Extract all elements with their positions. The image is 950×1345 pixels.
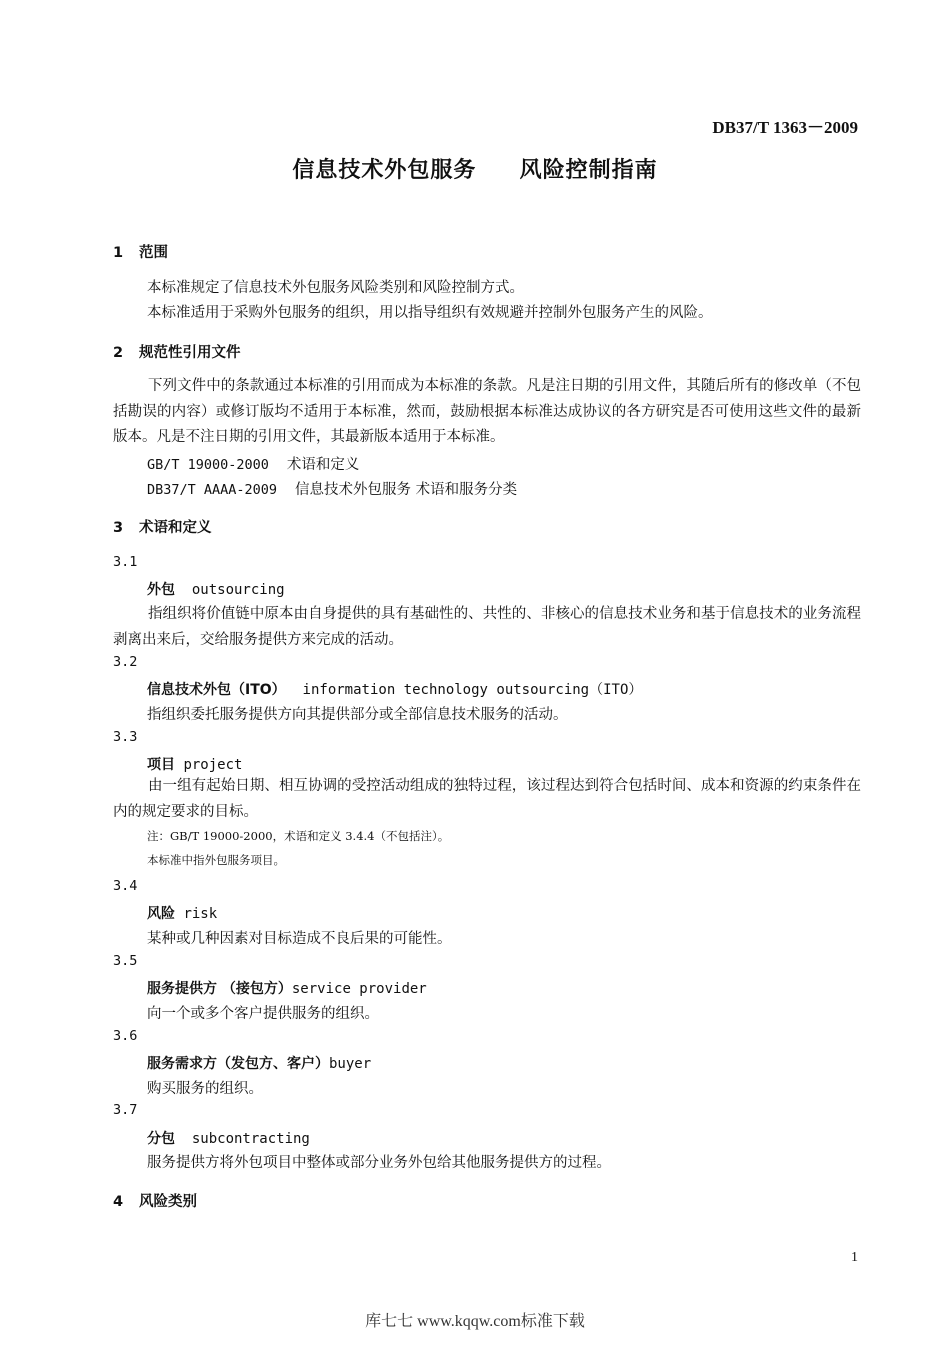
term-3-4-heading: [147, 903, 217, 923]
term-3-5-heading: [147, 978, 427, 998]
section-title: 风险类别: [139, 1194, 197, 1210]
term-3-2-number: 3.2: [113, 654, 138, 670]
footer-watermark-link[interactable]: 库七七 www.kqqw.com标准下载: [365, 1313, 585, 1330]
section-3-heading: [113, 516, 212, 537]
reference-code: DB37/T AAAA-2009: [147, 482, 278, 498]
reference-2: [147, 478, 517, 499]
reference-1: [147, 453, 359, 474]
term-zh: 分包: [147, 1131, 175, 1147]
term-3-6-number: 3.6: [113, 1028, 138, 1044]
section-title: 范围: [139, 245, 168, 261]
term-zh: 服务提供方 （接包方）: [147, 981, 292, 997]
term-en: project: [183, 757, 243, 773]
term-en: subcontracting: [191, 1131, 310, 1147]
term-3-2-heading: [147, 679, 642, 699]
term-3-5-definition: 向一个或多个客户提供服务的组织。: [147, 1006, 379, 1022]
title-part-1: 信息技术外包服务: [292, 158, 477, 183]
section-1-heading: [113, 241, 168, 262]
term-zh: 服务需求方（发包方、客户）: [147, 1056, 329, 1072]
section-title: 规范性引用文件: [139, 345, 241, 361]
term-en: risk: [183, 906, 218, 922]
term-3-6-heading: [147, 1053, 371, 1073]
term-3-6-definition: 购买服务的组织。: [147, 1081, 263, 1097]
term-3-4-definition: 某种或几种因素对目标造成不良后果的可能性。: [147, 931, 452, 947]
term-3-4-number: 3.4: [113, 878, 138, 894]
term-3-3-number: 3.3: [113, 729, 138, 745]
page-number: 1: [851, 1250, 858, 1265]
term-zh: 风险: [147, 906, 175, 922]
term-3-2-definition: 指组织委托服务提供方向其提供部分或全部信息技术服务的活动。: [147, 707, 568, 723]
section-2-heading: [113, 341, 241, 362]
term-zh: 外包: [147, 582, 175, 598]
term-en: service provider: [291, 981, 427, 997]
term-3-1-heading: [147, 579, 285, 599]
term-en: buyer: [329, 1056, 372, 1072]
term-en: information technology outsourcing（ITO）: [302, 682, 643, 698]
section-1-para-1: 本标准规定了信息技术外包服务风险类别和风险控制方式。: [147, 280, 524, 296]
term-3-1-definition: 指组织将价值链中原本由自身提供的具有基础性的、共性的、非核心的信息技术业务和基于信息技术的业务流程剥离出来后，交给服务提供方来完成的活动。: [113, 606, 861, 648]
term-3-7-number: 3.7: [113, 1102, 138, 1118]
section-number: 4: [113, 1194, 124, 1210]
reference-code: GB/T 19000-2000: [147, 457, 269, 473]
term-3-1-number: 3.1: [113, 554, 138, 570]
section-2-para-1: 下列文件中的条款通过本标准的引用而成为本标准的条款。凡是注日期的引用文件，其随后所有的修改单（不包括勘误的内容）或修订版均不适用于本标准，然而，鼓励根据本标准达成协议的各方研究是否可使用这些文件的最新版本。凡是不注日期的引用文件，其最新版本适用于本标准。: [113, 378, 861, 445]
term-3-7-heading: [147, 1128, 310, 1148]
title-part-2: 风险控制指南: [519, 158, 658, 183]
section-number: 2: [113, 345, 124, 361]
section-number: 1: [113, 245, 124, 261]
term-3-3-definition: 由一组有起始日期、相互协调的受控活动组成的独特过程，该过程达到符合包括时间、成本和资源的约束条件在内的规定要求的目标。: [113, 778, 861, 820]
term-zh: 项目: [147, 757, 175, 773]
term-en: outsourcing: [191, 582, 285, 598]
document-title: [0, 153, 950, 184]
term-3-5-number: 3.5: [113, 953, 138, 969]
term-3-7-definition: 服务提供方将外包项目中整体或部分业务外包给其他服务提供方的过程。: [147, 1155, 611, 1171]
standard-code: DB37/T 1363－2009: [712, 118, 858, 137]
section-title: 术语和定义: [139, 520, 212, 536]
term-zh: 信息技术外包（ITO）: [147, 682, 286, 698]
term-3-3-note: 注：GB/T 19000-2000，术语和定义 3.4.4（不包括注）。: [147, 829, 450, 843]
reference-title: 术语和定义: [286, 457, 360, 473]
reference-title: 信息技术外包服务 术语和服务分类: [295, 482, 518, 498]
term-3-3-heading: [147, 754, 242, 774]
section-4-heading: [113, 1190, 197, 1211]
term-3-3-note-2: 本标准中指外包服务项目。: [147, 853, 285, 867]
section-number: 3: [113, 520, 124, 536]
section-1-para-2: 本标准适用于采购外包服务的组织，用以指导组织有效规避并控制外包服务产生的风险。: [147, 305, 713, 321]
